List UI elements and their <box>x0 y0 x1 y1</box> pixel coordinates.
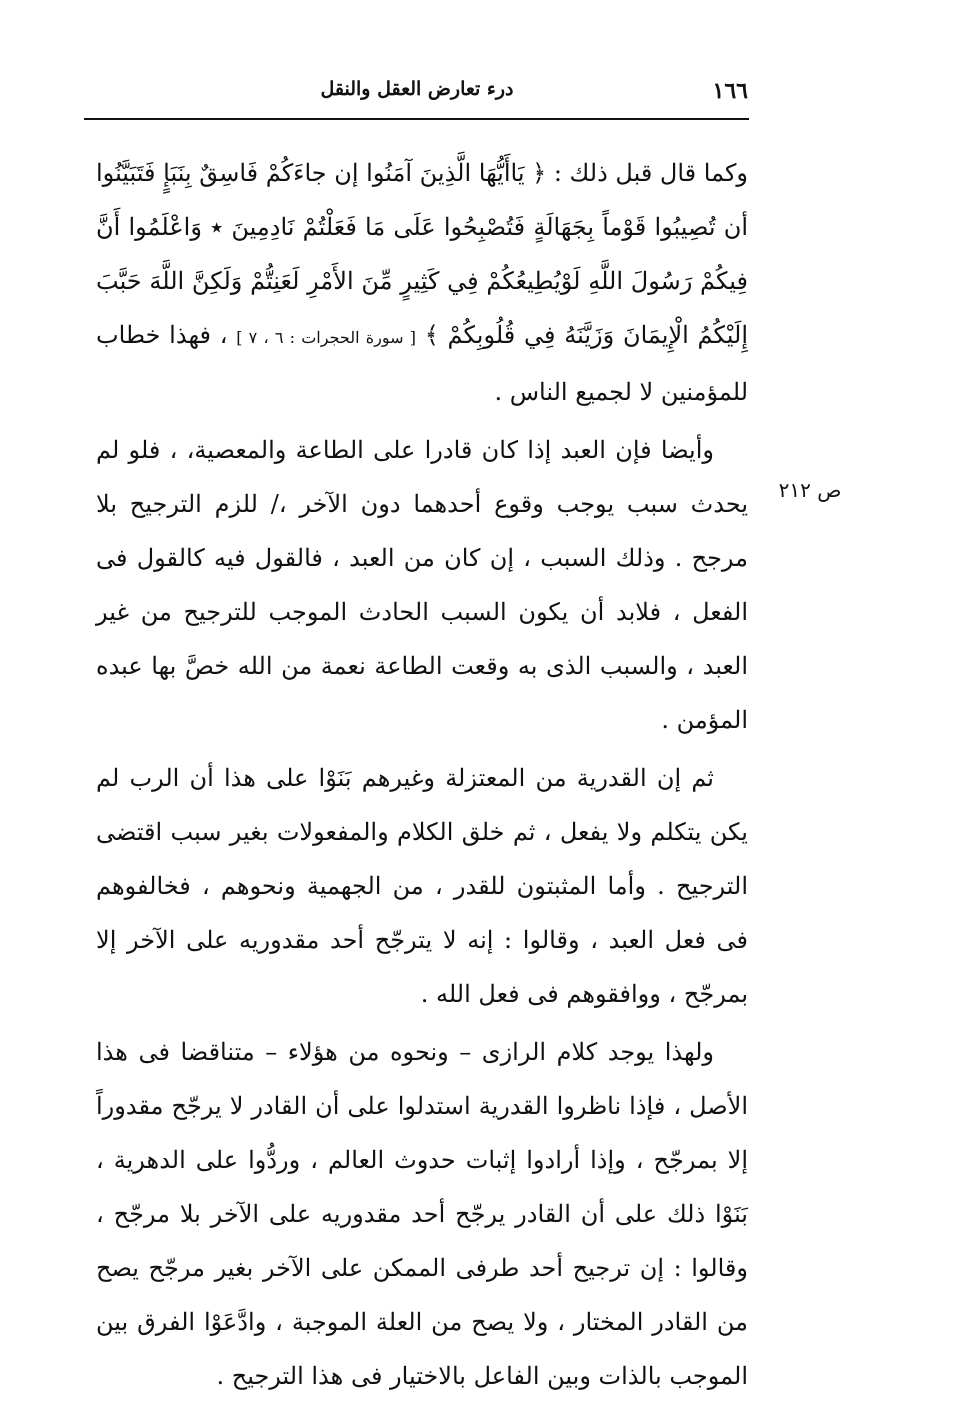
body-text <box>96 146 748 1403</box>
running-title: درء تعارض العقل والنقل <box>320 78 514 100</box>
paragraph-razi: ولهذا يوجد كلام الرازى – ونحوه من هؤلاء – متناقضا فى هذا الأصل ، فإذا ناظروا القدرية استدلوا على أن القادر لا يرجّح مقدوراً إلا بمرجّح ، وإذا أرادوا إثبات حدوث العالم ، وردُّوا على الدهرية ، بَنَوْا ذلك على أن القادر يرجّح أحد مقدوريه على الآخر بلا مرجّح ، وقالوا : إن ترجيح أحد طرفى الممكن على الآخر بغير مرجّح يصح من القادر المختار ، ولا يصح من العلة الموجبة ، وادَّعَوْا الفرق بين الموجب بالذات وبين الفاعل بالاختيار فى هذا الترجيح . <box>96 1038 748 1390</box>
paragraph-quran-quote <box>96 146 748 419</box>
paragraph-text: ، فهذا خطاب للمؤمنين لا لجميع الناس . <box>96 321 748 406</box>
margin-page-reference: ص ٢١٢ <box>778 478 842 502</box>
paragraph-text: وكما قال قبل ذلك : ﴿ يَاأَيُّهَا الَّذِينَ آمَنُوا إن جاءَكُمْ فَاسِقٌ بِنَبَإٍ فَتَبَيَّنُوا أن تُصِيبُوا قَوْماً بِجَهَالَةٍ فَتُصْبِحُوا عَلَى مَا فَعَلْتُمْ نَادِمِينَ ٭ وَاعْلَمُوا أَنَّ فِيكُمْ رَسُولَ اللَّهِ لَوْيُطِيعُكُمْ فِي كَثِيرٍ مِّنَ الأَمْرِ لَعَنِتُّمْ وَلَكِنَّ اللَّهَ حَبَّبَ إِلَيْكُمُ الْإِيمَانَ وَزَيَّنَهُ فِي قُلُوبِكُمْ ﴾ <box>96 159 748 349</box>
page-number: ١٦٦ <box>712 78 748 104</box>
surah-citation: [ سورة الحجرات : ٦ ، ٧ ] <box>236 328 416 347</box>
page-header <box>86 78 748 112</box>
paragraph-qadariyya: ثم إن القدرية من المعتزلة وغيرهم بَنَوْا على هذا أن الرب لم يكن يتكلم ولا يفعل ، ثم خلق الكلام والمفعولات بغير سبب اقتضى الترجيح . وأما المثبتون للقدر ، من الجهمية ونحوهم ، فخالفوهم فى فعل العبد ، وقالوا : إنه لا يترجّح أحد مقدوريه على الآخر إلا بمرجّح ، ووافقوهم فى فعل الله . <box>96 764 748 1008</box>
paragraph-obedience: وأيضا فإن العبد إذا كان قادرا على الطاعة والمعصية، ، فلو لم يحدث سبب يوجب وقوع أحدهما دون الآخر ،/ للزم الترجيح بلا مرجح . وذلك السبب ، إن كان من العبد ، فالقول فيه كالقول فى الفعل ، فلابد أن يكون السبب الحادث الموجب للترجيح من غير العبد ، والسبب الذى به وقعت الطاعة نعمة من الله خصَّ بها عبده المؤمن . <box>96 436 748 734</box>
header-rule <box>84 118 749 120</box>
